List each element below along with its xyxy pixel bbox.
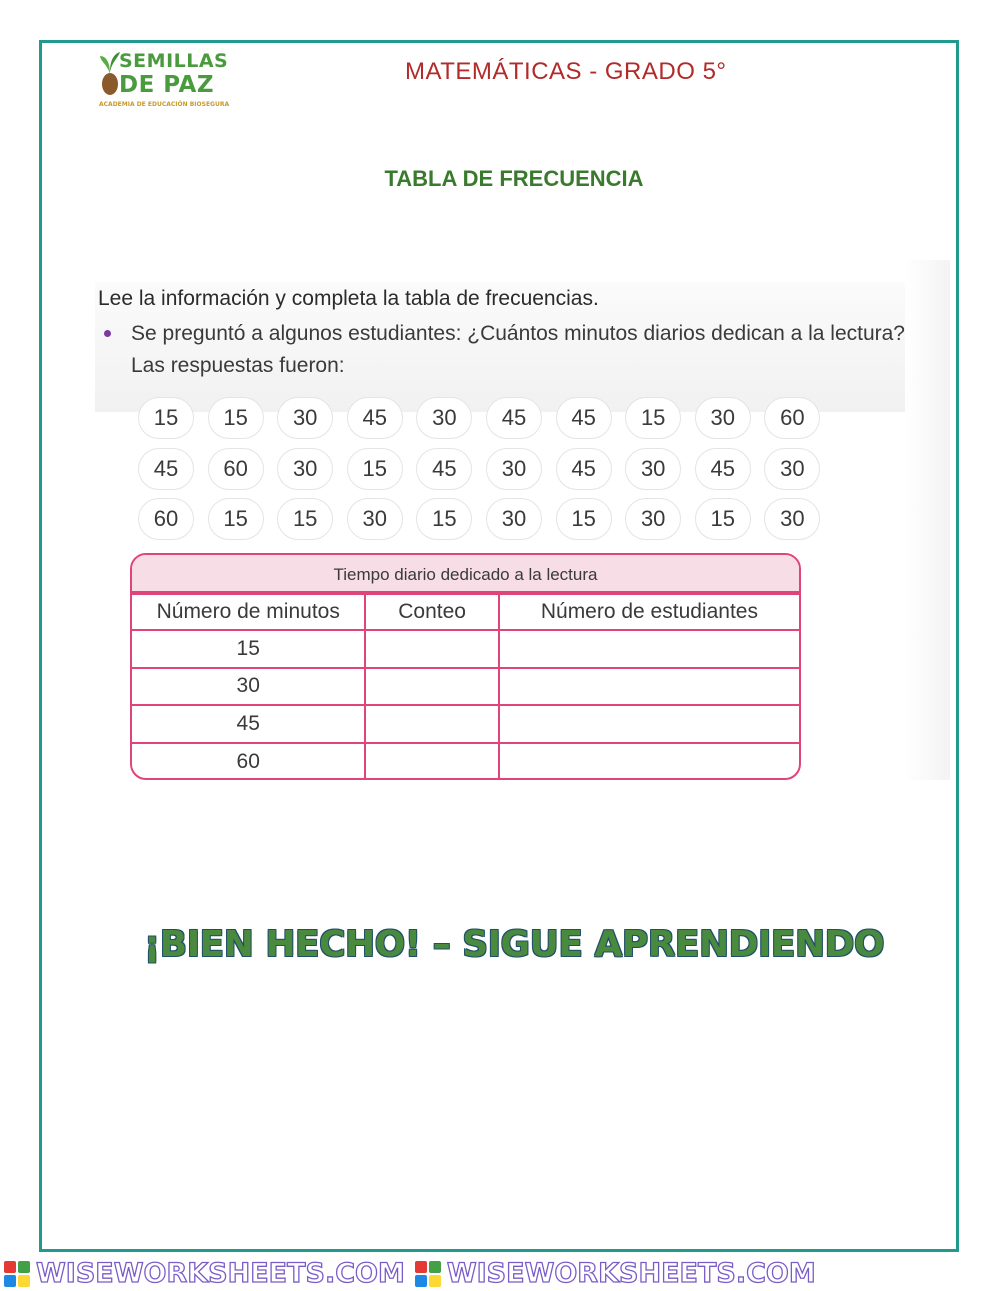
response-bubble: 15 <box>208 397 264 439</box>
response-bubble: 30 <box>764 498 820 540</box>
response-bubble: 15 <box>208 498 264 540</box>
table-row <box>132 668 799 706</box>
count-cell[interactable] <box>365 668 498 706</box>
response-bubble: 15 <box>695 498 751 540</box>
table-row <box>132 743 799 781</box>
students-cell[interactable] <box>499 668 799 706</box>
wiseworksheets-logo-icon <box>415 1261 441 1287</box>
response-bubble: 30 <box>347 498 403 540</box>
frequency-table-grid <box>132 593 799 780</box>
header-count: Conteo <box>365 594 498 630</box>
count-cell[interactable] <box>365 743 498 781</box>
subject-title: MATEMÁTICAS - GRADO 5° <box>405 58 727 85</box>
logo-title-line1: SEMILLAS <box>119 50 229 72</box>
response-bubble: 30 <box>486 448 542 490</box>
minutes-cell: 60 <box>132 743 365 781</box>
count-cell[interactable] <box>365 630 498 668</box>
response-bubble: 30 <box>486 498 542 540</box>
response-bubble: 45 <box>556 397 612 439</box>
minutes-cell: 15 <box>132 630 365 668</box>
count-cell[interactable] <box>365 705 498 743</box>
closing-message: ¡BIEN HECHO! – SIGUE APRENDIENDO <box>143 924 885 965</box>
response-bubble: 45 <box>486 397 542 439</box>
response-bubble: 30 <box>416 397 472 439</box>
header-minutes: Número de minutos <box>132 594 365 630</box>
frequency-table <box>130 553 801 780</box>
response-bubble: 45 <box>416 448 472 490</box>
response-bubble: 15 <box>625 397 681 439</box>
table-row <box>132 705 799 743</box>
minutes-cell: 45 <box>132 705 365 743</box>
footer-brand-text: WISEWORKSHEETS.COM <box>36 1258 405 1289</box>
response-bubble: 60 <box>208 448 264 490</box>
header-students: Número de estudiantes <box>499 594 799 630</box>
footer-banner <box>0 1256 1000 1291</box>
students-cell[interactable] <box>499 630 799 668</box>
response-bubble: 30 <box>277 448 333 490</box>
response-bubble: 15 <box>556 498 612 540</box>
response-bubble: 15 <box>416 498 472 540</box>
footer-brand-1 <box>0 1258 405 1289</box>
response-bubble: 45 <box>695 448 751 490</box>
response-bubble: 30 <box>625 498 681 540</box>
semillas-de-paz-logo <box>97 46 257 114</box>
students-cell[interactable] <box>499 705 799 743</box>
response-bubble: 30 <box>625 448 681 490</box>
students-cell[interactable] <box>499 743 799 781</box>
table-row <box>132 630 799 668</box>
response-bubble: 15 <box>277 498 333 540</box>
bullet-icon <box>104 330 111 337</box>
question-text: Se preguntó a algunos estudiantes: ¿Cuántos minutos diarios dedican a la lectura? Las respuestas fueron: <box>131 322 905 377</box>
response-bubble: 60 <box>138 498 194 540</box>
instruction-text: Lee la información y completa la tabla de frecuencias. <box>98 287 599 310</box>
response-bubble: 45 <box>138 448 194 490</box>
logo-subtitle: ACADEMIA DE EDUCACIÓN BIOSEGURA <box>99 101 230 108</box>
topic-heading: TABLA DE FRECUENCIA <box>384 166 644 191</box>
response-bubble: 45 <box>347 397 403 439</box>
response-bubble: 15 <box>138 397 194 439</box>
response-bubble: 30 <box>695 397 751 439</box>
footer-brand-text: WISEWORKSHEETS.COM <box>446 1258 816 1289</box>
table-title: Tiempo diario dedicado a la lectura <box>132 555 799 593</box>
wiseworksheets-logo-icon <box>4 1261 30 1287</box>
minutes-cell: 30 <box>132 668 365 706</box>
logo-title-line2: DE PAZ <box>119 72 215 98</box>
table-header-row <box>132 594 799 630</box>
response-bubble: 30 <box>764 448 820 490</box>
response-bubble: 45 <box>556 448 612 490</box>
response-bubble: 30 <box>277 397 333 439</box>
footer-brand-2 <box>411 1258 816 1289</box>
seedling-icon <box>99 50 121 98</box>
response-bubble: 15 <box>347 448 403 490</box>
response-bubble: 60 <box>764 397 820 439</box>
